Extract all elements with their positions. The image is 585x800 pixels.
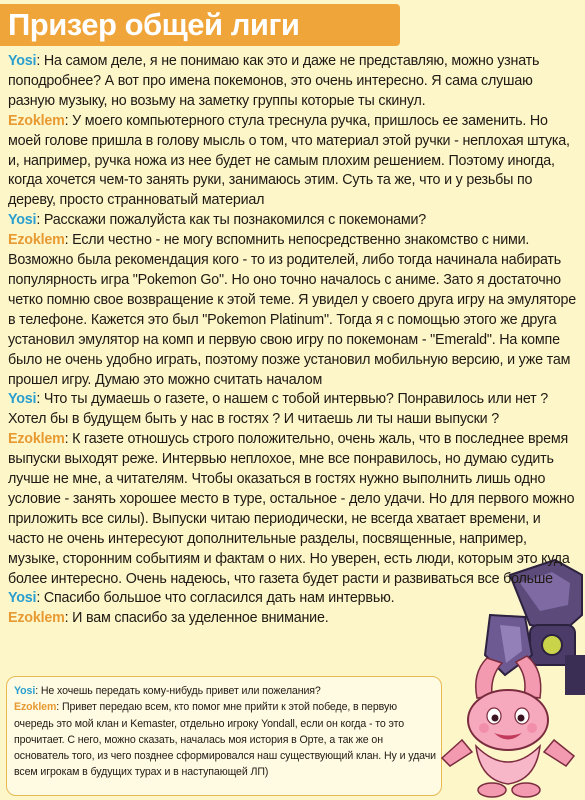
speaker-name: Ezoklem: [8, 610, 65, 627]
dialogue-line: [8, 390, 580, 430]
speaker-name: Ezoklem: [14, 701, 57, 714]
title-bar: [0, 4, 400, 46]
dialogue-line: [8, 609, 580, 629]
speaker-name: Ezoklem: [8, 112, 65, 129]
dialogue-line: [8, 231, 580, 390]
dialogue-line: [8, 211, 580, 231]
dialogue-line: [8, 52, 580, 112]
greetings-text: [14, 683, 436, 781]
dialogue-line: [14, 699, 436, 780]
speaker-name: Ezoklem: [8, 431, 65, 448]
line-text: : Не хочешь передать кому-нибудь привет или пожелания?: [35, 685, 321, 697]
line-text: : Если честно - не могу вспомнить непосредственно знакомство с ними. Возможно была рекомендация кого - то из родителей, либо тогда начинала набирать популярность игра "Pokemon Go". Но оно точно началось с аниме. Зато я достаточно четко помню свое возвращение к этой теме. Я увидел у своего друга игру на эмуляторе в телефоне. Кажется это был "Pokemon Platinum". Тогда я с помощью этого же друга установил эмулятор на комп и первую свою игру по покемонам - "Emerald". На компе было не очень удобно играть, поэтому позже установил мобильную версию, и уже там прошел игру. Думаю это можно считать началом: [8, 232, 577, 388]
interview-text: [8, 52, 580, 629]
speaker-name: Yosi: [8, 212, 37, 229]
line-text: : У моего компьютерного стула треснула ручка, пришлось ее заменить. Но моей голове пришла в голову мысль о том, что материал этой ручки - неплохая штука, и, например, ручка ножа из нее будет не самым плохим решением. Поэтому иногда, когда хочется чем-то занять руки, занимаюсь этим. Суть та же, что и у резьбы по дереву, просто странноватый материал: [8, 112, 570, 209]
speaker-name: Ezoklem: [8, 232, 65, 249]
line-text: : И вам спасибо за уделенное внимание.: [64, 610, 329, 627]
line-text: : Привет передаю всем, кто помог мне прийти к этой победе, в первую очередь это мой клан и Kemaster, отдельно игроку Yondall, если он когда - то это прочитает. С него, можно сказать, началась моя история в Орте, а так же он основатель того, из чего позднее сформировался наш существующий клан. Ну и удачи всем игрокам в будущих турах и в наступающей ЛП): [14, 701, 436, 779]
dialogue-line: [8, 589, 580, 609]
line-text: : Расскажи пожалуйста как ты познакомился с покемонами?: [36, 212, 427, 229]
dialogue-line: [8, 430, 580, 589]
speaker-name: Yosi: [14, 685, 36, 697]
line-text: : Что ты думаешь о газете, о нашем с тобой интервью? Понравилось или нет ? Хотел бы в будущем быть у нас в гостях ? И читаешь ли ты наши выпуски ?: [8, 391, 549, 428]
pink-pokemon-illustration-icon: [432, 648, 582, 800]
dialogue-line: [14, 683, 436, 699]
line-text: : На самом деле, я не понимаю как это и даже не представляю, можно узнать поподробнее? А вот про имена покемонов, это очень интересно. Я сама слушаю разную музыку, но возьму на заметку группы которые ты скинул.: [8, 53, 540, 109]
line-text: : К газете отношусь строго положительно, очень жаль, что в последнее время выпуски выходят реже. Интервью неплохое, мне все понравилось, но думаю судить лучше не мне, а читателям. Чтобы оказаться в гостях нужно выполнить лишь одно условие - занять хорошее место в туре, остальное - дело удачи. Но для первого можно приложить все силы). Выпуски читаю периодически, не всегда хватает времени, и часто не очень интересуют дополнительные разделы, посвященные, например, музыке, сторонним событиям и фактам о них. Но уверен, есть люди, которым это куда более интересно. Очень надеюсь, что газета будет расти и развиваться все больше: [8, 431, 575, 587]
speaker-name: Yosi: [8, 391, 37, 408]
dialogue-line: [8, 112, 580, 212]
line-text: : Спасибо большое что согласился дать нам интервью.: [36, 590, 395, 607]
speaker-name: Yosi: [8, 590, 37, 607]
page-title: Призер общей лиги: [8, 7, 300, 42]
speaker-name: Yosi: [8, 53, 37, 69]
